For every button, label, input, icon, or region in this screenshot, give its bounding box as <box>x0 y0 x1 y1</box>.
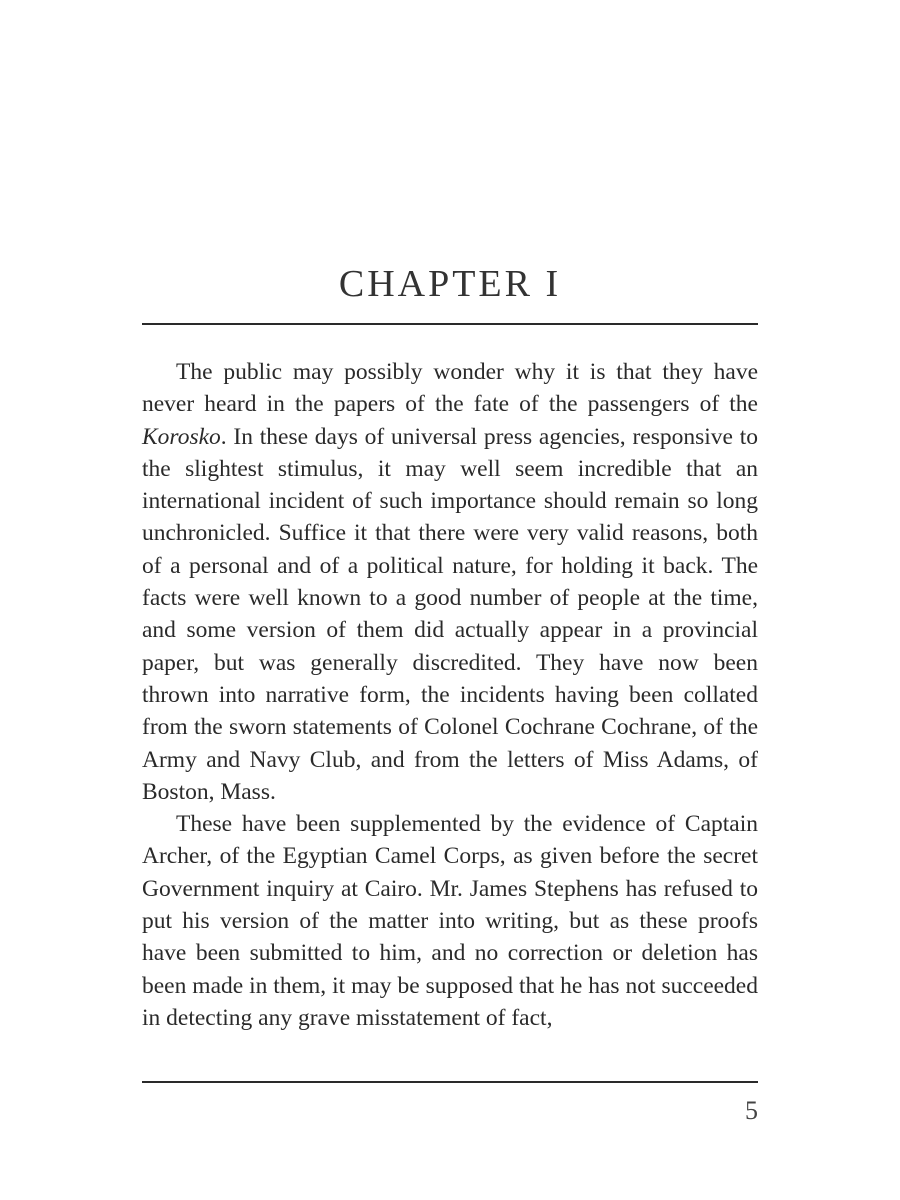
ship-name-italic: Korosko <box>142 423 221 450</box>
header-rule <box>142 323 758 325</box>
paragraph-1-text-before: The public may possibly wonder why it is that they have never heard in the papers of the fate of the passengers of the <box>142 359 758 418</box>
footer-rule <box>142 1081 758 1083</box>
paragraph-1-text-after: . In these days of universal press agencies, responsive to the slightest stimulus, it may well seem incredible that an international incident of such importance should remain so long unchronicled. Suffice it that there were very valid reasons, both of a personal and of a political nature, for holding it back. The facts were well known to a good number of people at the time, and some version of them did actually appear in a provincial paper, but was generally discredited. They have now been thrown into narrative form, the incidents having been collated from the sworn statements of Colonel Cochrane Cochrane, of the Army and Navy Club, and from the letters of Miss Adams, of Boston, Mass. <box>142 423 758 805</box>
paragraph-2: These have been supplemented by the evidence of Captain Archer, of the Egyptian Camel Corps, as given before the secret Government inquiry at Cairo. Mr. James Stephens has refused to put his version of the matter into writing, but as these proofs have been submitted to him, and no correction or deletion has been made in them, it may be supposed that he has not succeeded in detecting any grave misstatement of fact, <box>142 811 758 1031</box>
page-number: 5 <box>745 1096 758 1125</box>
paragraph-1 <box>142 356 758 808</box>
chapter-body <box>142 356 758 1034</box>
chapter-heading: CHAPTER I <box>338 263 562 305</box>
